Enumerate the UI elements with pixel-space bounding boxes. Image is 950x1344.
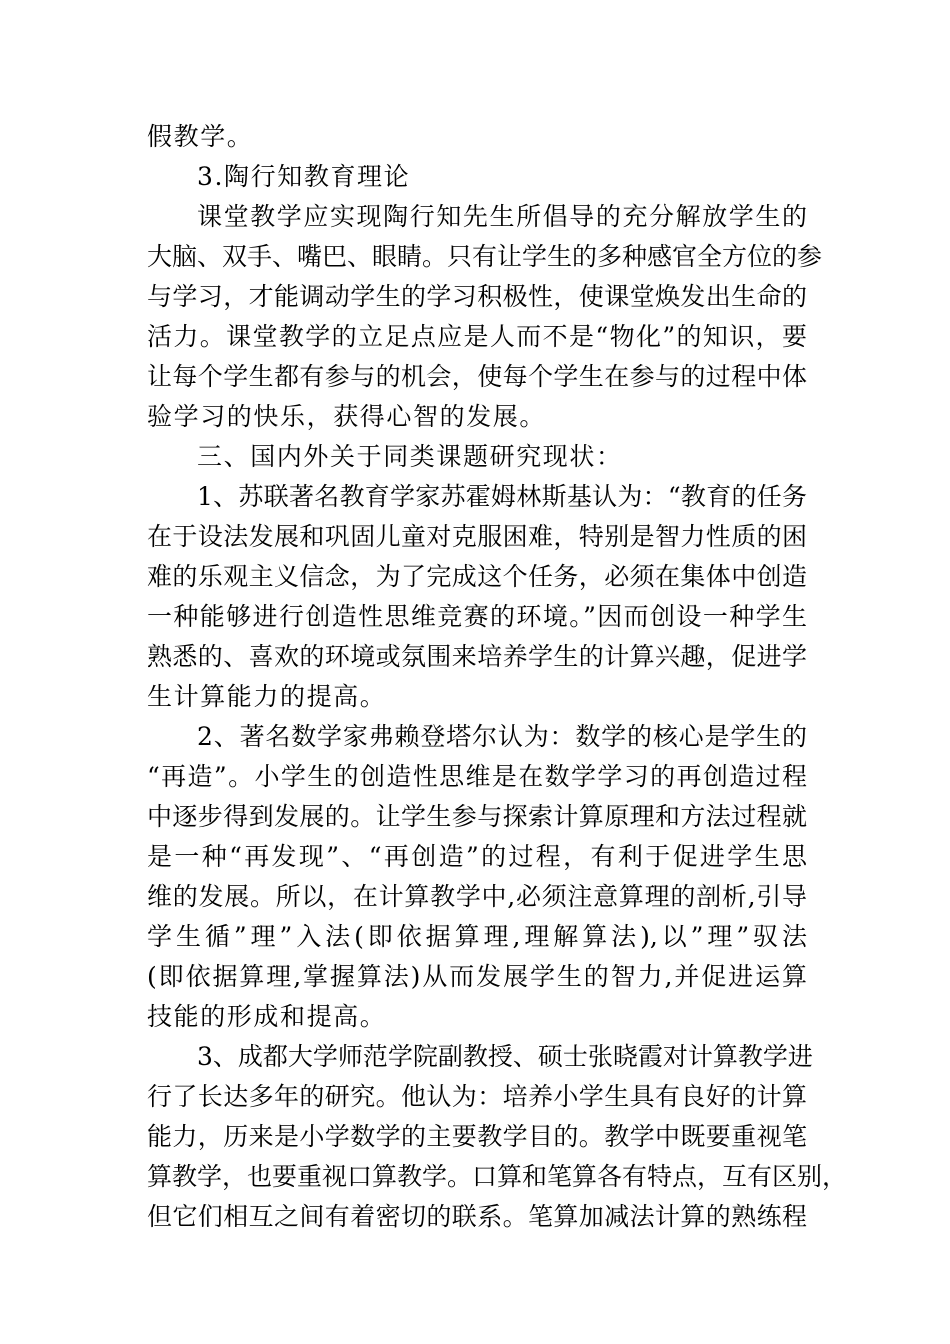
text-line: 验学习的快乐，获得心智的发展。 xyxy=(147,402,547,431)
text-line: 让每个学生都有参与的机会，使每个学生在参与的过程中体 xyxy=(147,362,807,391)
text-line: 1、苏联著名教育学家苏霍姆林斯基认为：“教育的任务 xyxy=(197,482,807,511)
text-line: 维的发展。所以，在计算教学中,必须注意算理的剖析,引导 xyxy=(147,882,807,911)
text-line: 中逐步得到发展的。让学生参与探索计算原理和方法过程就 xyxy=(147,802,807,831)
text-line: 生计算能力的提高。 xyxy=(147,682,387,711)
text-line: 学生循”理”入法(即依据算理,理解算法),以”理”驭法 xyxy=(147,922,807,951)
text-line: 与学习，才能调动学生的学习积极性，使课堂焕发出生命的 xyxy=(147,282,807,311)
text-line: 活力。课堂教学的立足点应是人而不是“物化”的知识，要 xyxy=(147,322,807,351)
text-line: 行了长达多年的研究。他认为：培养小学生具有良好的计算 xyxy=(147,1082,807,1111)
text-line: 技能的形成和提高。 xyxy=(147,1002,387,1031)
text-line: 能力，历来是小学数学的主要教学目的。教学中既要重视笔 xyxy=(147,1122,807,1151)
text-line: 假教学。 xyxy=(147,122,254,151)
text-line: 3、成都大学师范学院副教授、硕士张晓霞对计算教学进 xyxy=(197,1042,813,1071)
text-line: 课堂教学应实现陶行知先生所倡导的充分解放学生的 xyxy=(197,202,807,231)
text-line: 算教学，也要重视口算教学。口算和笔算各有特点，互有区别， xyxy=(147,1162,848,1191)
section-heading: 3.陶行知教育理论 xyxy=(197,162,411,191)
text-line: 是一种“再发现”、“再创造”的过程，有利于促进学生思 xyxy=(147,842,807,871)
section-heading: 三、国内外关于同类课题研究现状： xyxy=(197,442,623,471)
text-line: (即依据算理,掌握算法)从而发展学生的智力,并促进运算 xyxy=(147,962,807,991)
text-line: 难的乐观主义信念，为了完成这个任务，必须在集体中创造 xyxy=(147,562,807,591)
text-line: 熟悉的、喜欢的环境或氛围来培养学生的计算兴趣，促进学 xyxy=(147,642,807,671)
text-line: 大脑、双手、嘴巴、眼睛。只有让学生的多种感官全方位的参 xyxy=(147,242,823,271)
text-line: 在于设法发展和巩固儿童对克服困难，特别是智力性质的困 xyxy=(147,522,807,551)
text-line: 2、著名数学家弗赖登塔尔认为：数学的核心是学生的 xyxy=(197,722,807,751)
text-line: 一种能够进行创造性思维竞赛的环境。”因而创设一种学生 xyxy=(147,602,807,631)
text-line: 但它们相互之间有着密切的联系。笔算加减法计算的熟练程 xyxy=(147,1202,807,1231)
text-line: “再造”。小学生的创造性思维是在数学学习的再创造过程 xyxy=(147,762,807,791)
